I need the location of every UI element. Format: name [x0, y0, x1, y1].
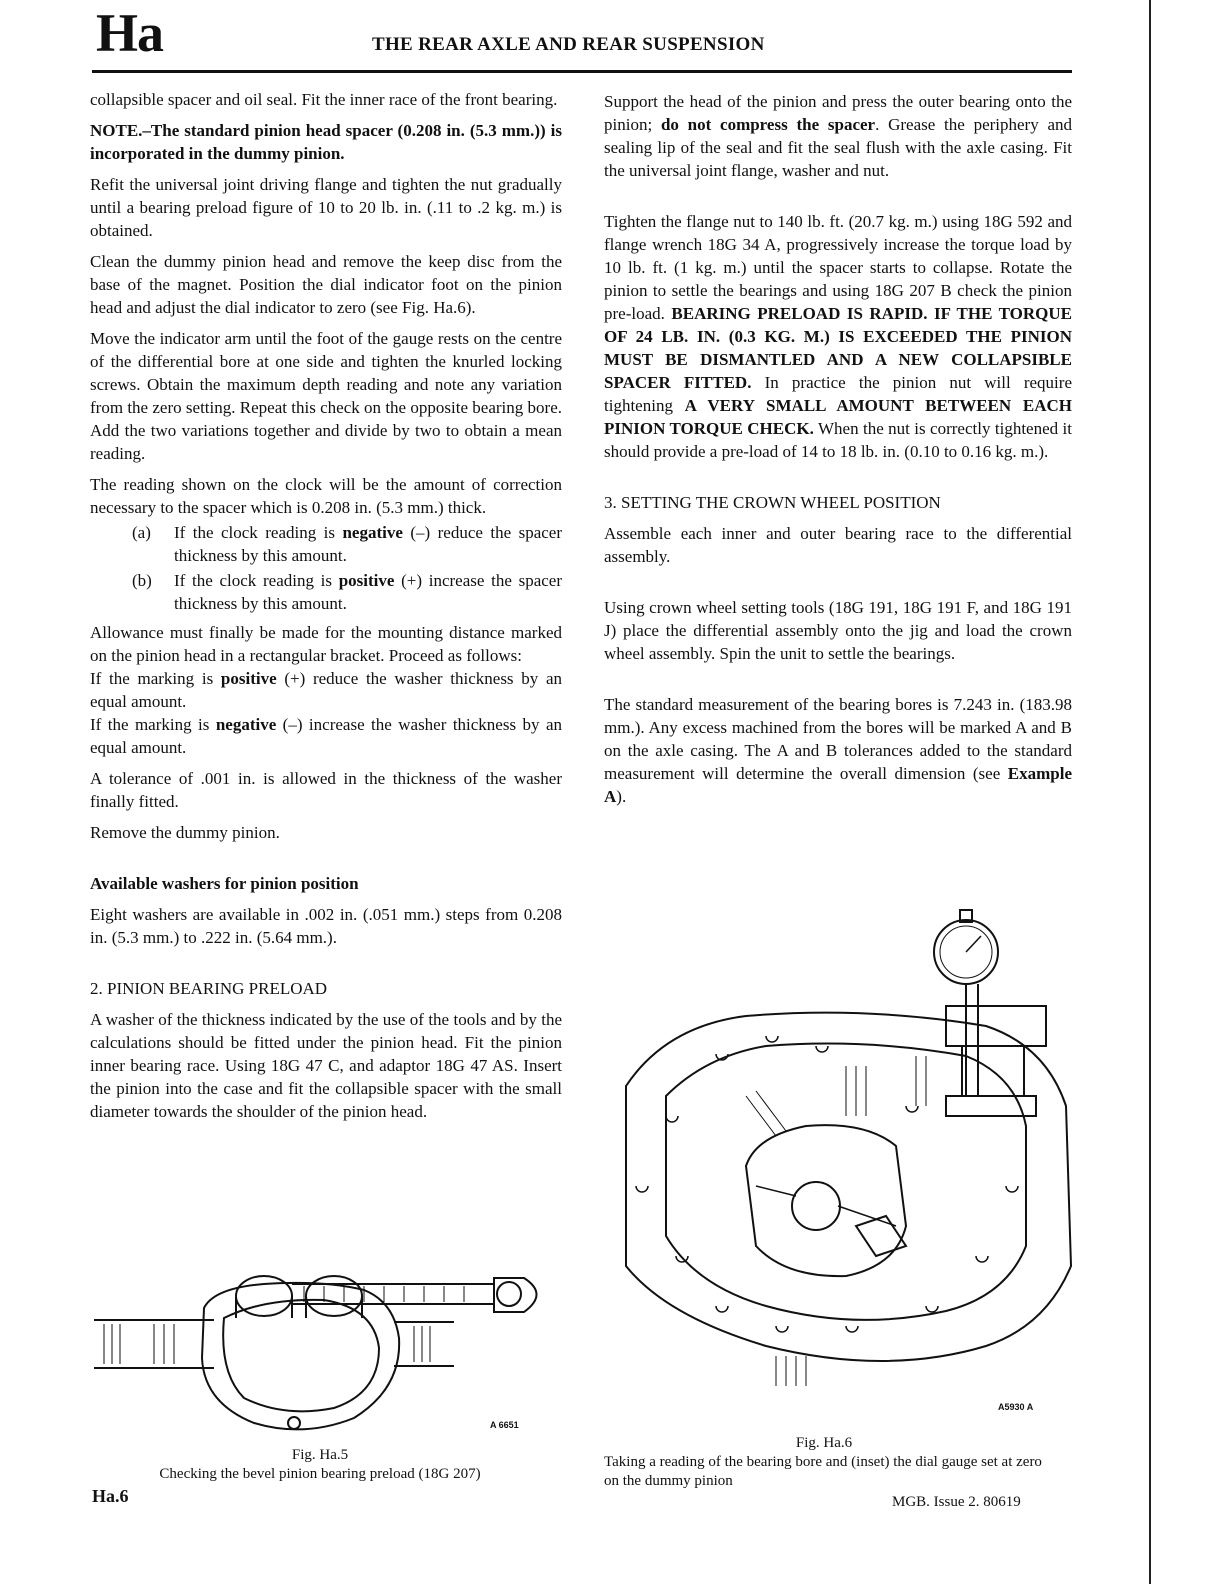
right-column: [604, 90, 1072, 816]
section-heading-3: 3. SETTING THE CROWN WHEEL POSITION: [604, 493, 941, 512]
page-number: Ha.6: [92, 1486, 129, 1506]
section-heading-2: 2. PINION BEARING PRELOAD: [90, 979, 328, 998]
figure-label: Fig. Ha.5: [291, 1447, 349, 1463]
left-column: [90, 88, 562, 1131]
paragraph: Move the indicator arm until the foot of the gauge rests on the centre of the differential bore at one side and tighten the knurled locking screws. Obtain the maximum depth reading and note any variation from the zero setting. Repeat this check on the opposite bearing bore. Add the two variations together and divide by two to obtain a mean reading.: [90, 329, 562, 463]
paragraph: The standard measurement of the bearing bores is 7.243 in. (183.98 mm.). Any excess machined from the bores will be marked A and B on the axle casing. The A and B tolerances added to the standard measurement will determine the overall dimension (see Example A).: [604, 695, 1072, 806]
figure-label: Fig. Ha.6: [795, 1435, 853, 1451]
list-label: (a): [132, 523, 151, 542]
figure-ha6-illustration: [606, 906, 1076, 1406]
paragraph: Allowance must finally be made for the mounting distance marked on the pinion head in a rectangular bracket. Proceed as follows:: [90, 623, 562, 665]
paragraph: If the marking is positive (+) reduce the washer thickness by an equal amount.: [90, 669, 562, 711]
paragraph: Using crown wheel setting tools (18G 191, 18G 191 F, and 18G 191 J) place the differential assembly onto the jig and load the crown wheel assembly. Spin the unit to settle the bearings.: [604, 598, 1072, 663]
paragraph: A washer of the thickness indicated by the use of the tools and by the calculations should be fitted under the pinion head. Fit the pinion inner bearing race. Using 18G 47 C, and adaptor 18G 47 AS. Insert the pinion into the case and fit the collapsible spacer with the small diameter towards the shoulder of the pinion head.: [90, 1010, 562, 1121]
paragraph: Support the head of the pinion and press the outer bearing onto the pinion; do not compress the spacer. Grease the periphery and sealing lip of the seal and fit the seal flush with the axle casing. Fit the universal joint flange, washer and nut.: [604, 92, 1073, 180]
note-paragraph: NOTE.–The standard pinion head spacer (0.208 in. (5.3 mm.)) is incorporated in the dummy pinion.: [90, 121, 562, 163]
figure-caption-text: Checking the bevel pinion bearing preload (18G 207): [159, 1466, 481, 1482]
paragraph: Clean the dummy pinion head and remove the keep disc from the base of the magnet. Position the dial indicator foot on the pinion head and adjust the dial indicator to zero (see Fig. Ha.6).: [90, 252, 562, 317]
washers-heading: Available washers for pinion position: [90, 874, 359, 893]
figure-ha5-illustration: [94, 1258, 554, 1438]
list-item: (b) If the clock reading is positive (+) increase the spacer thickness by this amount.: [132, 571, 562, 613]
figure-plate-number: A5930 A: [998, 1402, 1034, 1412]
figure-caption-text: Taking a reading of the bearing bore and (inset) the dial gauge set at zero on the dummy pinion: [604, 1454, 1042, 1489]
page-title: THE REAR AXLE AND REAR SUSPENSION: [372, 34, 765, 55]
figure-ha5-caption: [110, 1446, 530, 1484]
paragraph: The reading shown on the clock will be the amount of correction necessary to the spacer which is 0.208 in. (5.3 mm.) thick.: [90, 475, 562, 517]
section-code: Ha: [96, 3, 164, 63]
correction-list: [90, 521, 562, 615]
paragraph: Remove the dummy pinion.: [90, 823, 280, 842]
paragraph: collapsible spacer and oil seal. Fit the inner race of the front bearing.: [90, 90, 558, 109]
list-item: (a) If the clock reading is negative (–) reduce the spacer thickness by this amount.: [132, 523, 562, 565]
paragraph: Refit the universal joint driving flange and tighten the nut gradually until a bearing preload figure of 10 to 20 lb. in. (.11 to .2 kg. m.) is obtained.: [90, 175, 562, 240]
paragraph: Eight washers are available in .002 in. (.051 mm.) steps from 0.208 in. (5.3 mm.) to .222 in. (5.64 mm.).: [90, 905, 562, 947]
figure-plate-number: A 6651: [490, 1420, 519, 1430]
figure-ha6-caption: [604, 1434, 1044, 1491]
paragraph: Assemble each inner and outer bearing race to the differential assembly.: [604, 524, 1072, 566]
scan-edge-line: [1149, 0, 1151, 1584]
paragraph: Tighten the flange nut to 140 lb. ft. (20.7 kg. m.) using 18G 592 and flange wrench 18G 34 A, progressively increase the torque load by 10 lb. ft. (1 kg. m.) until the spacer starts to collapse. Rotate the pinion to settle the bearings and using 18G 207 B check the pinion pre-load. BEARING PRELOAD IS RAPID. IF THE TORQUE OF 24 LB. IN. (0.3 KG. M.) IS EXCEEDED THE PINION MUST BE DISMANTLED AND A NEW COLLAPSIBLE SPACER FITTED. In practice the pinion nut will require tightening A VERY SMALL AMOUNT BETWEEN EACH PINION TORQUE CHECK. When the nut is correctly tightened it should provide a pre-load of 14 to 18 lb. in. (0.10 to 0.16 kg. m.).: [604, 212, 1073, 461]
header-rule: [92, 70, 1072, 73]
list-label: (b): [132, 571, 152, 590]
footer-reference: MGB. Issue 2. 80619: [892, 1494, 1021, 1510]
paragraph: A tolerance of .001 in. is allowed in the thickness of the washer finally fitted.: [90, 769, 562, 811]
paragraph: If the marking is negative (–) increase the washer thickness by an equal amount.: [90, 715, 562, 757]
